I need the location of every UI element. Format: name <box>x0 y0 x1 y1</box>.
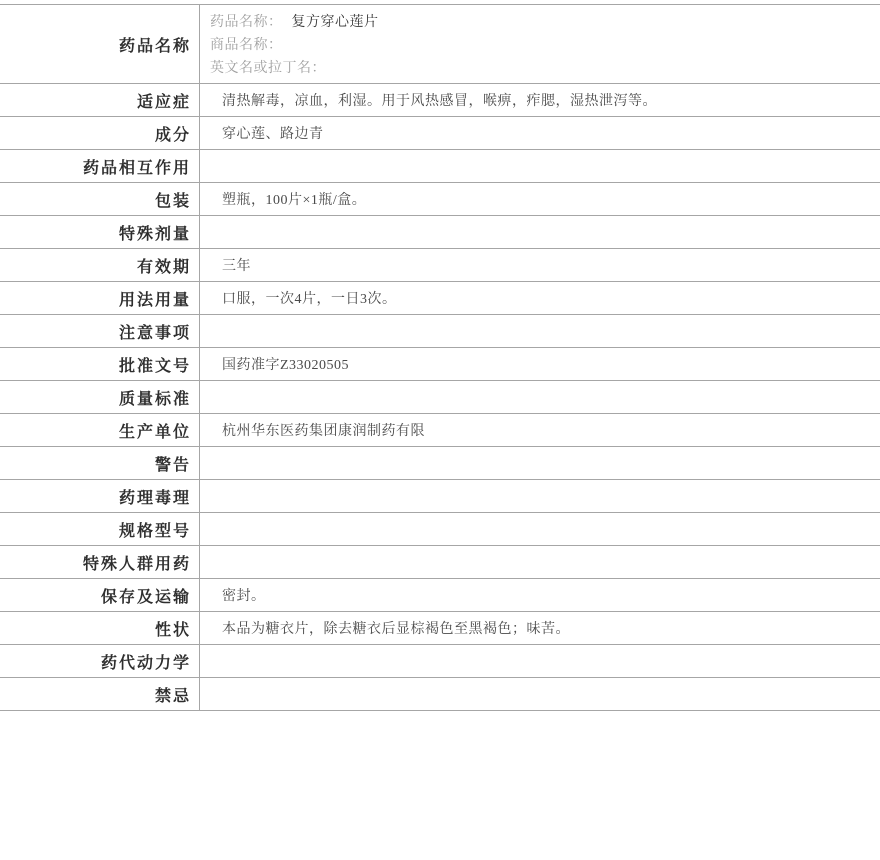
row-label: 适应症 <box>0 84 200 116</box>
row-value <box>200 546 880 578</box>
trade-name-key: 商品名称： <box>210 37 283 53</box>
row-pharmacology-toxicology <box>0 480 880 513</box>
row-shelf-life <box>0 249 880 282</box>
row-value <box>200 447 880 479</box>
row-value <box>200 216 880 248</box>
trade-name-line <box>210 34 292 57</box>
drug-name-value: 复方穿心莲片 <box>291 14 379 30</box>
latin-name-key: 英文名或拉丁名： <box>210 60 326 76</box>
row-value <box>200 480 880 512</box>
row-dosage-usage <box>0 282 880 315</box>
row-label: 用法用量 <box>0 282 200 314</box>
drug-name-line <box>210 11 379 34</box>
row-value <box>200 150 880 182</box>
bottom-whitespace <box>0 711 880 856</box>
row-label: 禁忌 <box>0 678 200 710</box>
row-value: 杭州华东医药集团康润制药有限 <box>222 424 425 439</box>
drug-name-key: 药品名称： <box>210 14 283 30</box>
row-label: 药品名称 <box>0 5 200 83</box>
row-value <box>200 5 880 83</box>
row-label: 药品相互作用 <box>0 150 200 182</box>
row-approval-number <box>0 348 880 381</box>
row-special-populations <box>0 546 880 579</box>
latin-name-line <box>210 57 335 80</box>
row-label: 批准文号 <box>0 348 200 380</box>
row-label: 有效期 <box>0 249 200 281</box>
row-drug-interactions <box>0 150 880 183</box>
row-manufacturer <box>0 414 880 447</box>
row-value: 国药准字Z33020505 <box>222 358 350 373</box>
row-value <box>200 678 880 710</box>
row-description <box>0 612 880 645</box>
row-value <box>200 513 880 545</box>
row-contraindications <box>0 678 880 711</box>
row-pharmacokinetics <box>0 645 880 678</box>
row-label: 保存及运输 <box>0 579 200 611</box>
row-value <box>200 645 880 677</box>
row-precautions <box>0 315 880 348</box>
row-label: 包装 <box>0 183 200 215</box>
row-indications <box>0 84 880 117</box>
row-drug-name <box>0 5 880 84</box>
row-storage-transport <box>0 579 880 612</box>
row-label: 质量标准 <box>0 381 200 413</box>
row-value: 本品为糖衣片，除去糖衣后显棕褐色至黑褐色；味苦。 <box>222 622 570 637</box>
row-label: 警告 <box>0 447 200 479</box>
row-label: 注意事项 <box>0 315 200 347</box>
drug-info-table <box>0 4 880 711</box>
row-label: 特殊剂量 <box>0 216 200 248</box>
row-specification-model <box>0 513 880 546</box>
row-warning <box>0 447 880 480</box>
row-value: 三年 <box>222 259 251 274</box>
row-label: 特殊人群用药 <box>0 546 200 578</box>
row-value: 清热解毒，凉血，利湿。用于风热感冒，喉痹，痄腮，湿热泄泻等。 <box>222 94 657 109</box>
row-value: 口服，一次4片，一日3次。 <box>222 292 397 307</box>
row-label: 规格型号 <box>0 513 200 545</box>
row-value: 塑瓶，100片×1瓶/盒。 <box>222 193 367 208</box>
row-label: 药理毒理 <box>0 480 200 512</box>
row-label: 成分 <box>0 117 200 149</box>
row-label: 性状 <box>0 612 200 644</box>
row-special-dosage <box>0 216 880 249</box>
row-value: 密封。 <box>222 589 266 604</box>
row-ingredients <box>0 117 880 150</box>
row-value: 穿心莲、路边青 <box>222 127 324 142</box>
row-label: 药代动力学 <box>0 645 200 677</box>
row-value <box>200 315 880 347</box>
row-quality-standard <box>0 381 880 414</box>
row-value <box>200 381 880 413</box>
row-label: 生产单位 <box>0 414 200 446</box>
row-packaging <box>0 183 880 216</box>
